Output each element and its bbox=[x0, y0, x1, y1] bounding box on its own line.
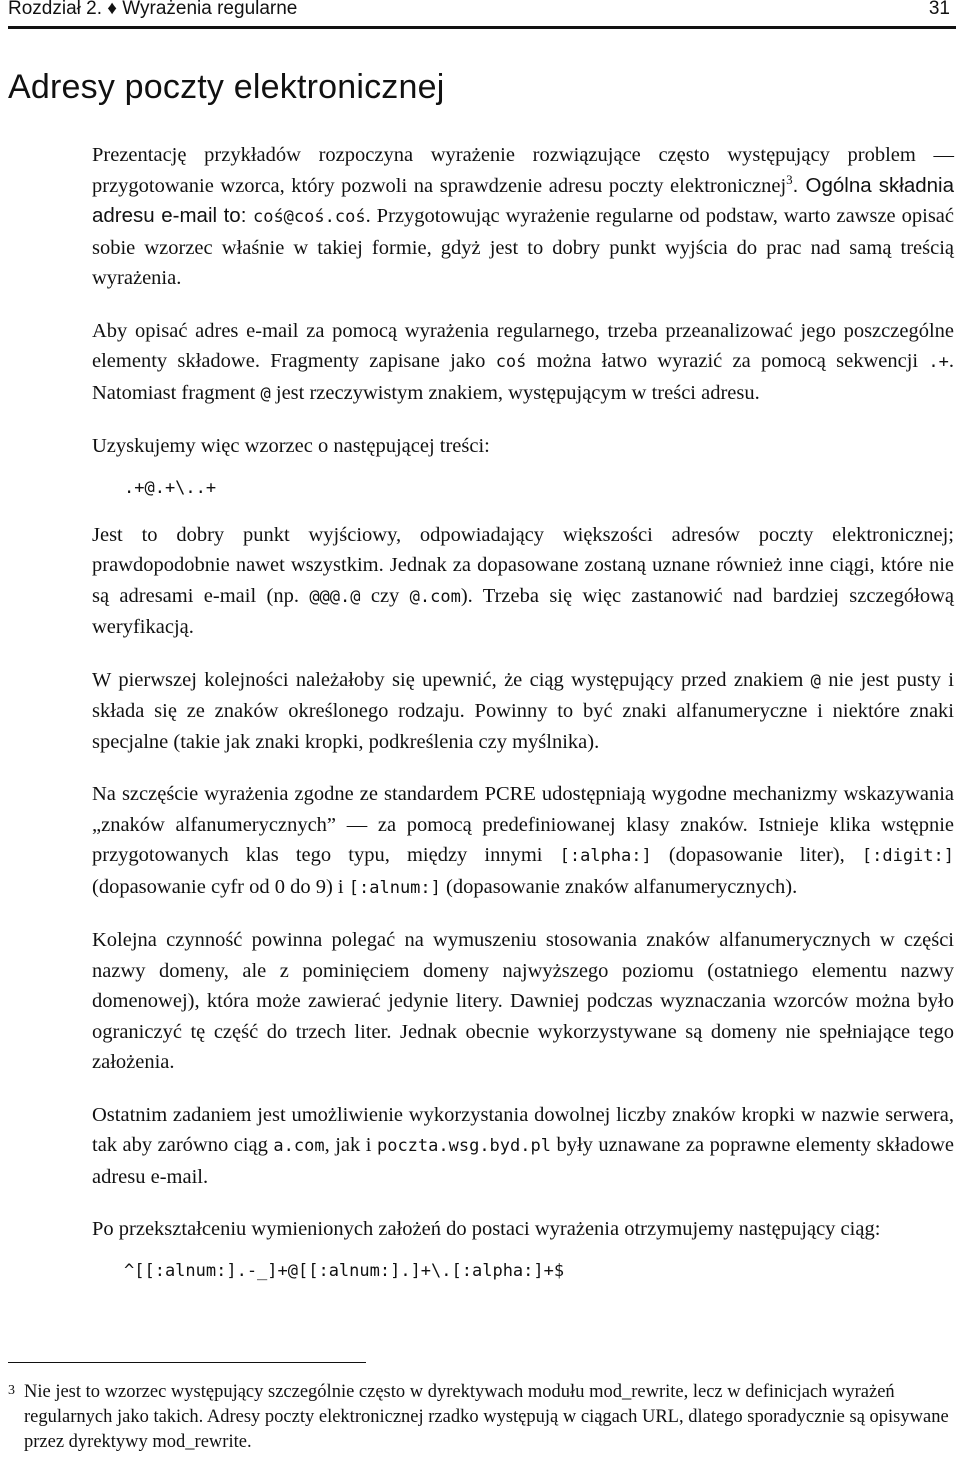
text: . Przygotowując wyrażenie regularne od podstaw, warto zawsze opisać sobie wzorzec właśnie w takiej formie, gdyż jest to dobry punkt wyjścia do prac nad samą treścią wyrażenia. bbox=[92, 205, 955, 289]
footnote-number: 3 bbox=[8, 1383, 15, 1398]
section-title: Adresy poczty elektronicznej bbox=[8, 68, 445, 106]
text: jest rzeczywistym znakiem, występującym w treści adresu. bbox=[270, 381, 760, 404]
text: , jak i bbox=[324, 1134, 377, 1156]
inline-code: [:digit:] bbox=[861, 846, 954, 866]
inline-code: @@@.@ bbox=[309, 586, 361, 607]
code-block-2: ^[[:alnum:].-_]+@[[:alnum:].]+\.[:alpha:]+$ bbox=[124, 1260, 565, 1281]
paragraph-3: Uzyskujemy więc wzorzec o następującej treści: bbox=[92, 435, 490, 457]
paragraph-4 bbox=[92, 520, 954, 643]
inline-code: [:alpha:] bbox=[559, 846, 652, 866]
text: czy bbox=[360, 584, 410, 607]
inline-code: @.com bbox=[409, 586, 461, 607]
page-number: 31 bbox=[928, 0, 950, 19]
running-header bbox=[8, 0, 956, 22]
text: (dopasowanie znaków alfanumerycznych). bbox=[440, 875, 798, 898]
inline-code: poczta.wsg.byd.pl bbox=[376, 1136, 551, 1156]
text: ). Trzeba się więc zastanowić nad bardziej szczegółową weryfikacją. bbox=[92, 584, 954, 638]
text: Prezentację przykładów rozpoczyna wyrażenie rozwiązujące często występujący problem — przygotowanie wzorca, który pozwoli na sprawdzenie adresu poczty elektronicznej bbox=[92, 144, 954, 197]
text: Jest to dobry punkt wyjściowy, odpowiadający większości adresów poczty elektronicznej; prawdopodobnie nawet wszystkim. Jednak za dopasowane zostaną uznane również inne ciągi, które nie są adresami e-mail (np. bbox=[92, 523, 954, 607]
text: były uznawane za poprawne elementy składowe adresu e-mail. bbox=[92, 1134, 954, 1188]
inline-code: coś bbox=[495, 352, 527, 372]
footnote-text: Nie jest to wzorzec występujący szczególnie często w dyrektywach modułu mod_rewrite, lecz w definicjach wyrażeń regularnych jako takich. Adresy poczty elektronicznej rzadko występują w ciągach URL, dlatego sporadycznie są opisywane przez dyrektywy mod_rewrite. bbox=[24, 1382, 949, 1452]
paragraph-2 bbox=[92, 316, 954, 410]
code-block-1: .+@.+\..+ bbox=[124, 477, 217, 498]
text: nie jest pusty i składa się ze znaków określonego rodzaju. Powinny to być znaki alfanumeryczne i niektóre znaki specjalne (takie jak znaki kropki, podkreślenia czy myślnika). bbox=[92, 668, 954, 753]
text: Na szczęście wyrażenia zgodne ze standardem PCRE udostępniają wygodne mechanizmy wskazywania „znaków alfanumerycznych” — za pomocą predefiniowanej klasy znaków. Istnieje klika wstępnie przygotowanych klas tego typu, między innymi bbox=[92, 783, 954, 866]
text: Aby opisać adres e-mail za pomocą wyrażenia regularnego, trzeba przeanalizować jego poszczególne elementy składowe. Fragmenty zapisane jako bbox=[92, 319, 954, 372]
inline-code: .+ bbox=[928, 352, 949, 372]
paragraph-6 bbox=[92, 779, 954, 903]
body-text bbox=[92, 140, 954, 1303]
text: można łatwo wyrazić za pomocą sekwencji bbox=[526, 350, 929, 372]
header-rule bbox=[8, 26, 956, 29]
chapter-title: Rozdział 2. ♦ Wyrażenia regularne bbox=[8, 0, 298, 19]
inline-code: a.com bbox=[273, 1136, 325, 1156]
footnote-rule bbox=[8, 1362, 366, 1363]
inline-code: @ bbox=[810, 670, 821, 691]
paragraph-8 bbox=[92, 1100, 954, 1193]
text: (dopasowanie liter), bbox=[651, 844, 862, 866]
text: W pierwszej kolejności należałoby się upewnić, że ciąg występujący przed znakiem bbox=[92, 668, 811, 691]
footnote-ref: 3 bbox=[786, 171, 793, 187]
text: . Natomiast fragment bbox=[92, 350, 954, 404]
text: . Ogólna składnia adresu e-mail to: bbox=[92, 173, 954, 227]
paragraph-7: Kolejna czynność powinna polegać na wymuszeniu stosowania znaków alfanumerycznych w części nazwy domeny, ale z pominięciem domeny najwyższego poziomu (ostatniego elementu nazwy domenowej), która może zawierać jedynie litery. Dawniej podczas wyznaczania wzorców można było ograniczyć tę część do trzech liter. Jednak obecnie wykorzystywane są domeny nie spełniające tego założenia. bbox=[92, 929, 954, 1073]
inline-code: coś@coś.coś bbox=[252, 207, 366, 227]
inline-code: [:alnum:] bbox=[348, 877, 441, 898]
paragraph-9: Po przekształceniu wymienionych założeń do postaci wyrażenia otrzymujemy następujący ciąg: bbox=[92, 1218, 881, 1240]
footnote bbox=[8, 1380, 954, 1455]
paragraph-1 bbox=[92, 140, 954, 294]
text: (dopasowanie cyfr od 0 do 9) i bbox=[92, 875, 349, 898]
text: Ostatnim zadaniem jest umożliwienie wykorzystania dowolnej liczby znaków kropki w nazwie serwera, tak aby zarówno ciąg bbox=[92, 1103, 954, 1156]
inline-code: @ bbox=[260, 383, 271, 404]
paragraph-5 bbox=[92, 665, 954, 758]
